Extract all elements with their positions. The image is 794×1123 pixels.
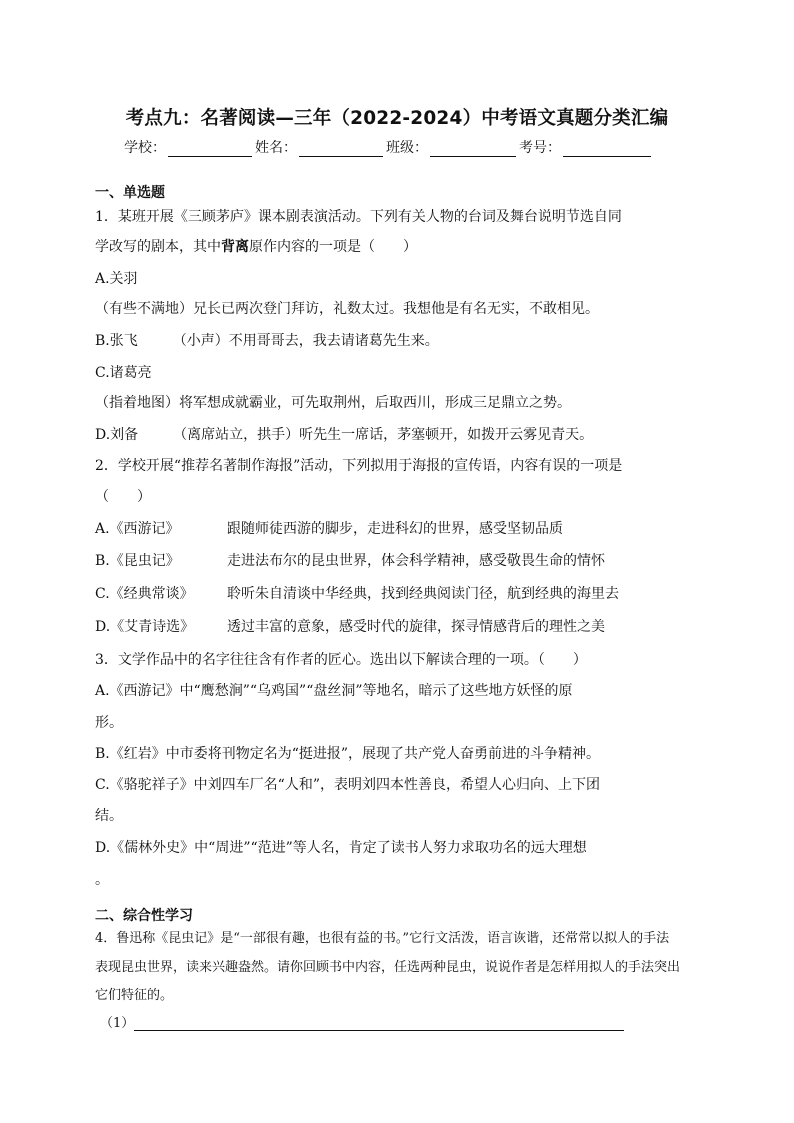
q2-option-d-text: 透过丰富的意象，感受时代的旋律，探寻情感背后的理性之美	[227, 619, 605, 635]
section-heading-single-choice: 一、单选题	[95, 185, 165, 201]
page-title: 考点九：名著阅读—三年（2022-2024）中考语文真题分类汇编	[125, 108, 669, 129]
q3-option-b[interactable]: B.《红岩》中市委将刊物定名为“挺进报”，展现了共产党人奋勇前进的斗争精神。	[95, 746, 601, 762]
q1-option-d[interactable]: D.刘备 （离席站立，拱手）听先生一席话，茅塞顿开，如拨开云雾见青天。	[95, 427, 594, 443]
q4-stem-line1: 4．鲁迅称《昆虫记》是“一部很有趣，也很有益的书。”它行文活泼，语言诙谐，还常常以拟人的手法	[95, 931, 670, 946]
class-label: 班级：	[386, 140, 428, 156]
q2-stem-line1: 2．学校开展“推荐名著制作海报”活动，下列拟用于海报的宣传语，内容有误的一项是	[95, 458, 623, 474]
q1-stem-pre: 学改写的剧本，其中	[95, 239, 221, 255]
q2-option-d[interactable]	[95, 616, 605, 636]
q4-stem-line2: 表现昆虫世界，读来兴趣盎然。请你回顾书中内容，任选两种昆虫，说说作者是怎样用拟人的手法突出	[95, 960, 681, 975]
q4-answer-row	[100, 1012, 624, 1031]
q1-stem-post: 原作内容的一项是（ ）	[249, 239, 417, 255]
q1-option-c-label[interactable]: C.诸葛亮	[95, 365, 152, 381]
q2-option-c-text: 聆听朱自清谈中华经典，找到经典阅读门径，航到经典的海里去	[227, 586, 619, 602]
q3-stem: 3．文学作品中的名字往往含有作者的匠心。选出以下解读合理的一项。（ ）	[95, 652, 587, 668]
section-heading-integrated-study: 二、综合性学习	[95, 908, 193, 924]
name-label: 姓名：	[255, 140, 297, 156]
q4-answer-label: （1）	[100, 1016, 135, 1031]
q1-stem-emphasis: 背离	[221, 239, 249, 255]
q2-option-b-book: B.《昆虫记》	[95, 553, 180, 569]
q3-option-c-line1[interactable]: C.《骆驼祥子》中刘四车厂名“人和”，表明刘四本性善良，希望人心归向、上下团	[95, 777, 600, 793]
q3-option-c-line2: 结。	[95, 808, 123, 824]
id-field[interactable]	[563, 142, 651, 157]
q3-option-a-line1[interactable]: A.《西游记》中“鹰愁涧”“乌鸡国”“盘丝洞”等地名，暗示了这些地方妖怪的原	[95, 683, 573, 699]
q2-option-d-book: D.《艾青诗选》	[95, 619, 195, 635]
name-field[interactable]	[299, 142, 383, 157]
q1-stem-line1: 1．某班开展《三顾茅庐》课本剧表演活动。下列有关人物的台词及舞台说明节选自同	[95, 209, 622, 225]
q2-option-b[interactable]	[95, 550, 605, 570]
q2-option-c[interactable]	[95, 583, 619, 603]
q4-answer-line[interactable]	[134, 1018, 624, 1031]
q1-option-a-label[interactable]: A.关羽	[95, 271, 138, 287]
q2-option-a-book: A.《西游记》	[95, 521, 180, 537]
q2-option-c-book: C.《经典常谈》	[95, 586, 194, 602]
id-label: 考号：	[519, 140, 561, 156]
q1-stem-line2	[95, 236, 417, 256]
school-field[interactable]	[168, 142, 252, 157]
q2-option-b-text: 走进法布尔的昆虫世界，体会科学精神，感受敬畏生命的情怀	[227, 553, 605, 569]
q2-stem-line2: （ ）	[95, 489, 151, 505]
q1-option-b[interactable]: B.张飞 （小声）不用哥哥去，我去请诸葛先生来。	[95, 333, 439, 349]
class-field[interactable]	[430, 142, 516, 157]
q3-option-d-line2: 。	[95, 872, 109, 888]
school-label: 学校：	[124, 140, 166, 156]
q1-option-c-text: （指着地图）将军想成就霸业，可先取荆州，后取西川，形成三足鼎立之势。	[95, 395, 571, 411]
q1-option-a-text: （有些不满地）兄长已两次登门拜访，礼数太过。我想他是有名无实，不敢相见。	[95, 301, 599, 317]
q3-option-d-line1[interactable]: D.《儒林外史》中“周进”“范进”等人名，肯定了读书人努力求取功名的远大理想	[95, 840, 587, 856]
q4-stem-line3: 它们特征的。	[95, 988, 174, 1003]
q2-option-a-text: 跟随师徒西游的脚步，走进科幻的世界，感受坚韧品质	[227, 521, 563, 537]
q3-option-a-line2: 形。	[95, 715, 123, 731]
student-info-row	[124, 137, 654, 157]
q2-option-a[interactable]	[95, 518, 563, 538]
